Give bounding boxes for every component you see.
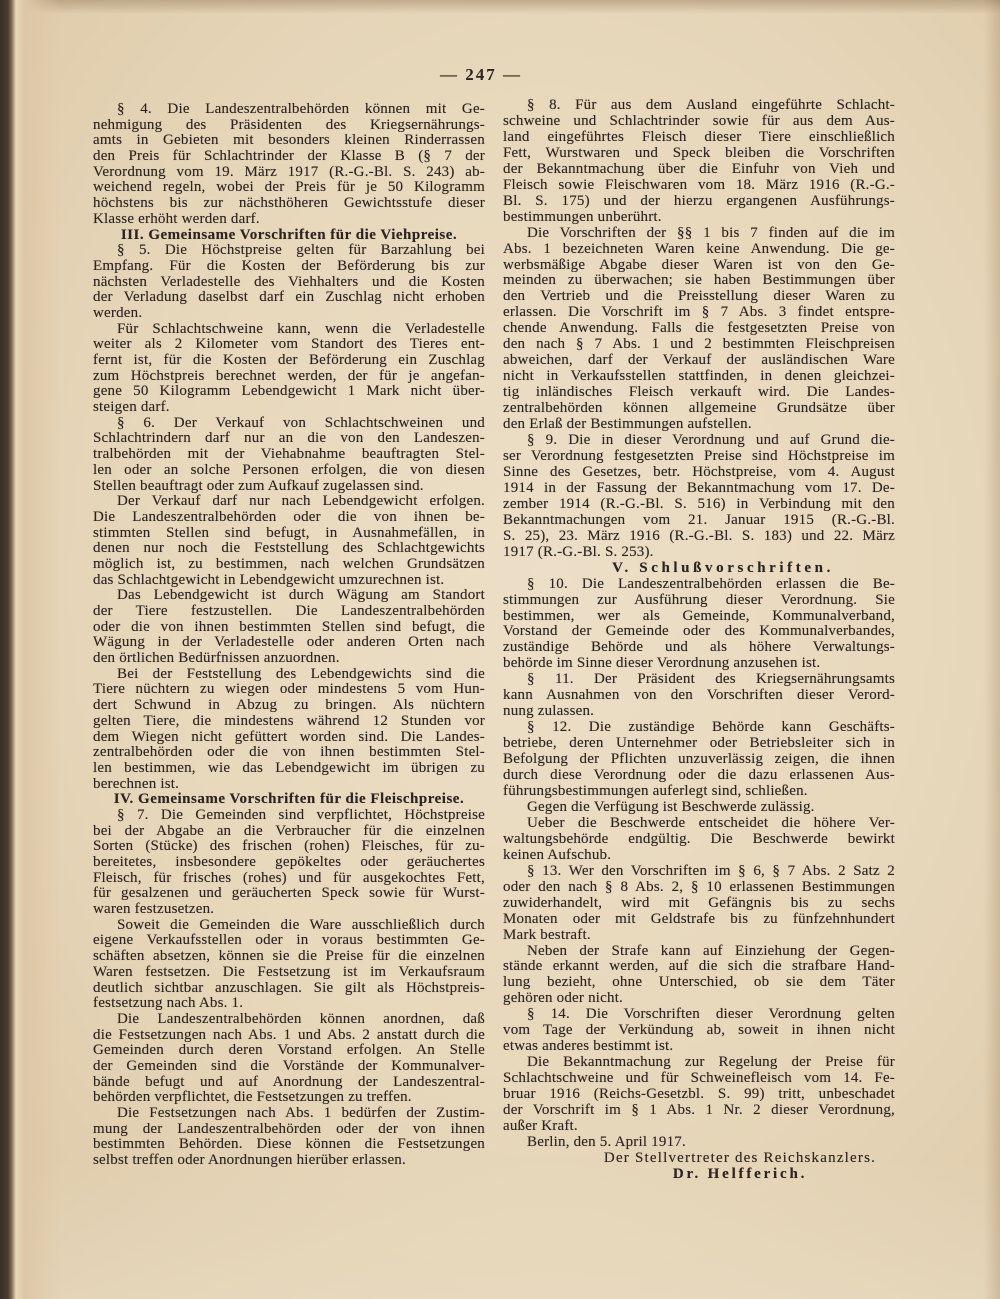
text-line: der Verladung daselbst darf ein Zuschlag nicht erhoben (93, 290, 485, 306)
text-line: Schlachtrindern darf nur an die von den Landeszen- (93, 431, 485, 447)
paragraph (93, 1106, 485, 1169)
text-line: len oder an solche Personen erfolgen, die von diesen (93, 462, 485, 478)
text-line: Für Schlachtschweine kann, wenn die Verladestelle (117, 321, 485, 337)
paragraph (93, 322, 485, 416)
section-heading: IV. Gemeinsame Vorschriften für die Fleischpreise. (113, 792, 465, 808)
text-line: den örtlichen Bedürfnissen anzuordnen. (93, 651, 340, 667)
text-line: zum Höchstpreis berechnet werden, der für je angefan- (93, 368, 485, 384)
paragraph (503, 1055, 895, 1135)
text-line: § 8. Für aus dem Ausland eingeführte Schlacht- (527, 98, 895, 113)
section-paragraph (93, 808, 485, 918)
text-line: der Tiere festzustellen. Die Landeszentralbehörden (93, 604, 485, 619)
paragraph (503, 944, 895, 1008)
text-line: zember 1914 (R.-G.-Bl. S. 516) in Verbindung mit den (503, 496, 895, 512)
text-line: § 6. Der Verkauf von Schlachtschweinen und (117, 415, 485, 431)
text-line: schweine und Schlachtrinder sowie für aus dem Aus- (503, 113, 895, 129)
text-line: Gegen die Verfügung ist Beschwerde zulässig. (527, 799, 815, 815)
text-line: Fleisch sowie Fleischwaren vom 18. März 1916 (R.-G.- (503, 177, 895, 193)
text-line: die Festsetzungen nach Abs. 1 und Abs. 2 anstatt durch die (93, 1027, 485, 1043)
text-line: Schlachtschweine und für Schweinefleisch vom 14. Fe- (503, 1071, 895, 1087)
text-line: abweichen, darf der Verkauf der ausländischen Ware (503, 353, 895, 369)
text-line: meinden zu überwachen; sie haben Bestimmungen über (503, 273, 895, 289)
text-line: § 4. Die Landeszentralbehörden können mit Ge- (117, 102, 485, 117)
text-line: betriebe, deren Unternehmer oder Betriebsleiter sich in (503, 736, 895, 752)
text-line: führungsbestimmungen auferlegt sind, schließen. (503, 783, 808, 799)
left-column (93, 102, 485, 1169)
text-line: Bekanntmachungen vom 21. Januar 1915 (R.-G.-Bl. (503, 512, 895, 528)
text-line: stimmungen zur Ausführung dieser Verordnung. Sie (503, 592, 895, 608)
paragraph (93, 588, 485, 666)
text-line: § 14. Die Vorschriften dieser Verordnung gelten (527, 1007, 895, 1023)
text-line: außer Kraft. (503, 1119, 578, 1134)
text-line: Vorstand der Gemeinde oder des Kommunalverbandes, (503, 624, 895, 640)
section-paragraph (503, 720, 895, 800)
text-line: das Schlachtgewicht in Lebendgewicht umzurechnen ist. (93, 572, 445, 588)
text-line: nächsten Verladestelle des Viehhalters und die Kosten (93, 274, 485, 290)
text-line: § 12. Die zuständige Behörde kann Geschäfts- (527, 720, 895, 736)
text-line: nicht in Verkaufsstellen stattfinden, in denen gleichzei- (503, 369, 895, 385)
text-line: § 10. Die Landeszentralbehörden erlassen die Be- (527, 576, 895, 592)
text-line: Die Landeszentralbehörden oder die von ihnen be- (93, 509, 485, 525)
text-line: Gemeinden durch deren Vorstand erfolgen. An Stelle (93, 1043, 485, 1059)
text-line: werden. (93, 305, 143, 321)
text-line: behörden verpflichtet, die Festsetzungen zu treffen. (93, 1090, 412, 1106)
text-line: der Gemeinden sind die Vorstände der Kommunalver- (93, 1058, 485, 1074)
text-line: etwas anderes bestimmt ist. (503, 1039, 674, 1055)
text-line: weichend regeln, wobei der Preis für je 50 Kilogramm (93, 180, 485, 196)
text-line: durch diese Verordnung oder die dazu erlassenen Aus- (503, 768, 895, 784)
text-line: bände befugt und auf Anordnung der Landeszentral- (93, 1074, 485, 1090)
text-line: bestimmen, wer als Gemeinde, Kommunalverband, (503, 608, 895, 624)
text-line: Die Vorschriften der §§ 1 bis 7 finden auf die im (527, 225, 895, 241)
text-line: § 7. Die Gemeinden sind verpflichtet, Höchstpreise (117, 807, 485, 823)
text-line: § 13. Wer den Vorschriften im § 6, § 7 Abs. 2 Satz 2 (527, 863, 895, 879)
text-line: bestimmten Behörden. Diese können die Festsetzungen (93, 1137, 485, 1153)
text-line: Mark bestraft. (503, 927, 591, 943)
section-heading: V. Schlußvorschriften. (612, 560, 834, 576)
text-line: ser Verordnung festgesetzten Preise sind Höchstpreise im (503, 448, 895, 464)
text-line: oder die von ihnen bestimmten Stellen sind befugt, die (93, 619, 485, 635)
text-line: chende Anwendung. Falls die festgesetzten Preise von (503, 321, 895, 337)
text-line: amts in Gebieten mit besonders kleinen Rinderrassen (93, 133, 485, 149)
text-line: Sinne des Gesetzes, betr. Höchstpreise, vom 4. August (503, 464, 895, 480)
text-line: Neben der Strafe kann auf Einziehung der Gegen- (527, 943, 895, 959)
text-line: zentralbehörden oder die von ihnen bestimmten Stel- (93, 745, 485, 761)
text-line: bestimmungen unberührt. (503, 209, 662, 225)
section-paragraph (93, 416, 485, 494)
text-line: bereitetes, insbesondere gepökeltes oder geräuchertes (93, 855, 485, 870)
text-line: Berlin, den 5. April 1917. (527, 1134, 686, 1150)
text-line: schäften absetzen, können sie die Preise für die einzelnen (93, 949, 485, 965)
text-line: zuwiderhandelt, wird mit Gefängnis bis zu sechs (503, 895, 895, 911)
section-paragraph (503, 98, 895, 226)
text-line: für gesalzenen und geräucherten Speck sowie für Wurst- (93, 886, 485, 902)
section-paragraph (503, 672, 895, 720)
text-line: gelten Tiere, die mindestens während 12 Stunden vor (93, 713, 485, 729)
text-line: Soweit die Gemeinden die Ware ausschließlich durch (117, 917, 485, 933)
text-line: vom Tage der Verkündung ab, soweit in ihnen nicht (503, 1023, 895, 1039)
text-line: gene 50 Kilogramm Lebendgewicht 1 Mark nicht über- (93, 384, 485, 400)
text-line: Waren festsetzen. Die Festsetzung ist im Verkaufsraum (93, 964, 485, 980)
text-line: waren festzusetzen. (93, 902, 215, 918)
text-line: den nach § 7 Abs. 1 und 2 bestimmten Fleischpreisen (503, 337, 895, 353)
text-line: Abs. 1 bezeichneten Waren keine Anwendung. Die ge- (503, 241, 895, 257)
text-line: behörde im Sinne dieser Verordnung anzusehen ist. (503, 656, 821, 672)
text-line: Verordnung vom 19. März 1917 (R.-G.-Bl. S. 243) ab- (93, 164, 485, 180)
text-line: zuständige Behörde und als höhere Verwaltungs- (503, 640, 895, 656)
text-line: Empfang. Für die Kosten der Beförderung bis zur (93, 258, 485, 274)
text-line: kann Ausnahmen von den Vorschriften dieser Verord- (503, 688, 895, 704)
text-line: oder den nach § 8 Abs. 2, § 10 erlassenen Bestimmungen (503, 879, 895, 895)
text-line: Klasse erhöht werden darf. (93, 211, 260, 227)
text-line: deutlich sichtbar anzuschlagen. Sie gilt als Höchstpreis- (93, 980, 485, 996)
text-line: zentralbehörden können allgemeine Grundsätze über (503, 401, 895, 417)
section-paragraph (503, 1007, 895, 1055)
text-line: Tiere nüchtern zu wiegen oder mindestens 5 vom Hun- (93, 682, 485, 698)
text-line: erlassen. Die Vorschrift im § 7 Abs. 3 findet entspre- (503, 305, 895, 321)
text-line: dert Schwund in Abzug zu bringen. Als nüchtern (93, 698, 485, 714)
text-line: Stellen beauftragt oder zum Aufkauf zugelassen sind. (93, 478, 424, 494)
paragraph (503, 800, 895, 816)
text-line: Der Verkauf darf nur nach Lebendgewicht erfolgen. (117, 494, 485, 510)
text-line: bruar 1916 (Reichs-Gesetzbl. S. 99) tritt, unbeschadet (503, 1087, 895, 1103)
text-line: § 9. Die in dieser Verordnung und auf Grund die- (527, 433, 895, 449)
text-line: 1917 (R.-G.-Bl. S. 253). (503, 544, 654, 560)
text-line: Fleisch, für frisches (rohes) und für ausgekochtes Fett, (93, 870, 485, 886)
text-line: der Vorschrift im § 1 Abs. 1 Nr. 2 dieser Verordnung, (503, 1103, 895, 1119)
text-line: 1914 in der Fassung der Bekanntmachung vom 17. De- (503, 480, 895, 496)
text-line: Bl. S. 175) und der hierzu ergangenen Ausführungs- (503, 193, 895, 209)
text-line: werbsmäßige Abgabe dieser Waren ist von den Ge- (503, 257, 895, 273)
text-line: stände erkannt werden, auf die sich die strafbare Hand- (503, 959, 895, 975)
text-line: Monaten oder mit Geldstrafe bis zu fünfzehnhundert (503, 911, 895, 927)
text-line: Sorten (Stücke) des frischen (rohen) Fleisches, für zu- (93, 839, 485, 855)
text-line: stimmten Stellen sind befugt, in Ausnahmefällen, in (93, 525, 485, 541)
text-line: len bestimmen, wie das Lebendgewicht im übrigen zu (93, 760, 485, 776)
text-line: tralbehörden mit der Viehabnahme beauftragten Stel- (93, 447, 485, 463)
text-line: keinen Aufschub. (503, 847, 612, 863)
text-line: Die Landeszentralbehörden können anordnen, daß (117, 1011, 485, 1027)
paragraph (93, 494, 485, 588)
text-line: höchstens bis zur nächsthöheren Gewichtsstufe dieser (93, 196, 485, 212)
text-line: mung der Landeszentralbehörden oder der von ihnen (93, 1121, 485, 1137)
text-line: Fett, Wurstwaren und Speck bleiben die Vorschriften (503, 145, 895, 161)
text-line: den Preis für Schlachtrinder der Klasse B (§ 7 der (93, 149, 485, 165)
paragraph (503, 1135, 895, 1151)
section-paragraph (503, 864, 895, 944)
text-line: bei der Abgabe an die Verbraucher für die einzelnen (93, 823, 485, 839)
paragraph (93, 918, 485, 1012)
section-paragraph (93, 243, 485, 321)
text-line: Ueber die Beschwerde entscheidet die höhere Ver- (527, 815, 895, 831)
section-heading: III. Gemeinsame Vorschriften für die Viehpreise. (120, 227, 458, 243)
text-line: § 5. Die Höchstpreise gelten für Barzahlung bei (117, 243, 485, 259)
text-line: dem Wiegen nicht gefüttert worden sind. Die Landes- (93, 729, 485, 745)
section-paragraph (93, 102, 485, 228)
paragraph (503, 226, 895, 433)
text-line: waltungsbehörde endgültig. Die Beschwerde bewirkt (503, 831, 895, 847)
text-line: eigene Verkaufsstellen oder in voraus bestimmten Ge- (93, 933, 485, 949)
text-line: weiter als 2 Kilometer vom Standort des Tieres ent- (93, 337, 485, 353)
text-line: möglich ist, zu bestimmen, nach welchen Grundsätzen (93, 556, 485, 572)
text-line: Befolgung der Pflichten unzuverlässig zeigen, die ihnen (503, 752, 895, 768)
text-line: nung zulassen. (503, 704, 595, 720)
text-line: der Bekanntmachung über die Einfuhr von Vieh und (503, 161, 895, 177)
text-line: land eingeführtes Fleisch dieser Tiere einschließlich (503, 129, 895, 145)
text-line: lung bezieht, ohne Unterschied, ob sie dem Täter (503, 975, 895, 991)
text-line: gehören oder nicht. (503, 991, 624, 1007)
signatory-title: Der Stellvertreter des Reichskanzlers. (603, 1150, 877, 1166)
text-line: nehmigung des Präsidenten des Kriegsernährungs- (93, 117, 485, 133)
signature-name: Dr. Helfferich. (672, 1166, 808, 1182)
page-number: — 247 — (440, 65, 522, 84)
text-line: berechnen ist. (93, 776, 180, 792)
text-line: selbst treffen oder Anordnungen hierüber erlassen. (93, 1153, 406, 1169)
text-line: fernt ist, für die Kosten der Beförderung ein Zuschlag (93, 353, 485, 368)
right-column (503, 98, 895, 1183)
text-line: den Erlaß der Bestimmungen aufstellen. (503, 417, 752, 433)
paragraph (93, 667, 485, 793)
text-line: § 11. Der Präsident des Kriegsernährungsamts (527, 672, 895, 688)
section-paragraph (503, 577, 895, 673)
section-paragraph (503, 433, 895, 561)
text-line: Die Bekanntmachung zur Regelung der Preise für (527, 1055, 895, 1071)
text-line: festsetzung nach Abs. 1. (93, 996, 244, 1012)
text-line: Das Lebendgewicht ist durch Wägung am Standort (117, 588, 485, 604)
text-line: Wägung in der Verladestelle oder anderen Orten nach (93, 635, 485, 651)
paragraph (503, 816, 895, 864)
text-line: Bei der Feststellung des Lebendgewichts sind die (117, 666, 485, 682)
text-line: denen nur noch die Feststellung des Schlachtgewichts (93, 541, 485, 557)
text-line: steigen darf. (93, 400, 170, 416)
text-line: den Vertrieb und die Preisstellung dieser Waren zu (503, 289, 895, 305)
paragraph (93, 1012, 485, 1106)
text-line: S. 25), 23. März 1916 (R.-G.-Bl. S. 183) und 22. März (503, 528, 895, 544)
text-line: tig inländisches Fleisch verkauft wird. Die Landes- (503, 385, 895, 401)
text-line: Die Festsetzungen nach Abs. 1 bedürfen der Zustim- (117, 1106, 485, 1121)
